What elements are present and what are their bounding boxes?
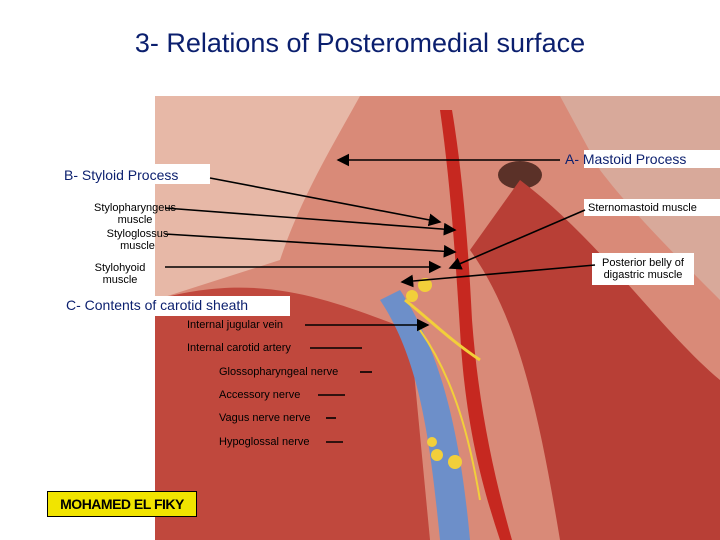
author-badge-text: MOHAMED EL FIKY [60,496,184,512]
label-carotid-sheath: C- Contents of carotid sheath [66,297,249,313]
label-accessory-nerve: Accessory nerve [219,389,301,401]
nerve-ganglion [431,449,443,461]
label-internal-jugular-vein: Internal jugular vein [187,319,284,331]
label-styloglossus-line2: muscle [120,240,155,252]
label-internal-carotid-artery: Internal carotid artery [187,342,291,354]
nerve-ganglion [406,290,418,302]
label-stylopharyngeus-line1: Stylopharyngeus [94,202,176,214]
label-stylohyoid [80,262,160,286]
label-styloid-process: B- Styloid Process [64,167,179,183]
label-stylohyoid-line2: muscle [102,274,138,286]
label-digastric-line1: Posterior belly of [602,257,684,269]
slide-title: 3- Relations of Posteromedial surface [134,28,586,58]
label-digastric [592,257,694,281]
label-mastoid-process: A- Mastoid Process [565,151,687,167]
label-styloglossus [90,228,185,252]
label-stylopharyngeus [80,202,190,226]
label-vagus-nerve: Vagus nerve nerve [219,412,311,424]
label-hypoglossal-nerve: Hypoglossal nerve [219,436,310,448]
author-badge [47,491,197,517]
label-glossopharyngeal-nerve: Glossopharyngeal nerve [219,366,339,378]
label-stylohyoid-line1: Stylohyoid [94,262,146,274]
nerve-ganglion [427,437,437,447]
nerve-ganglion [448,455,462,469]
label-stylopharyngeus-line2: muscle [117,214,153,226]
label-digastric-line2: digastric muscle [603,269,683,281]
label-sternomastoid: Sternomastoid muscle [588,202,697,214]
label-styloglossus-line1: Styloglossus [106,228,169,240]
